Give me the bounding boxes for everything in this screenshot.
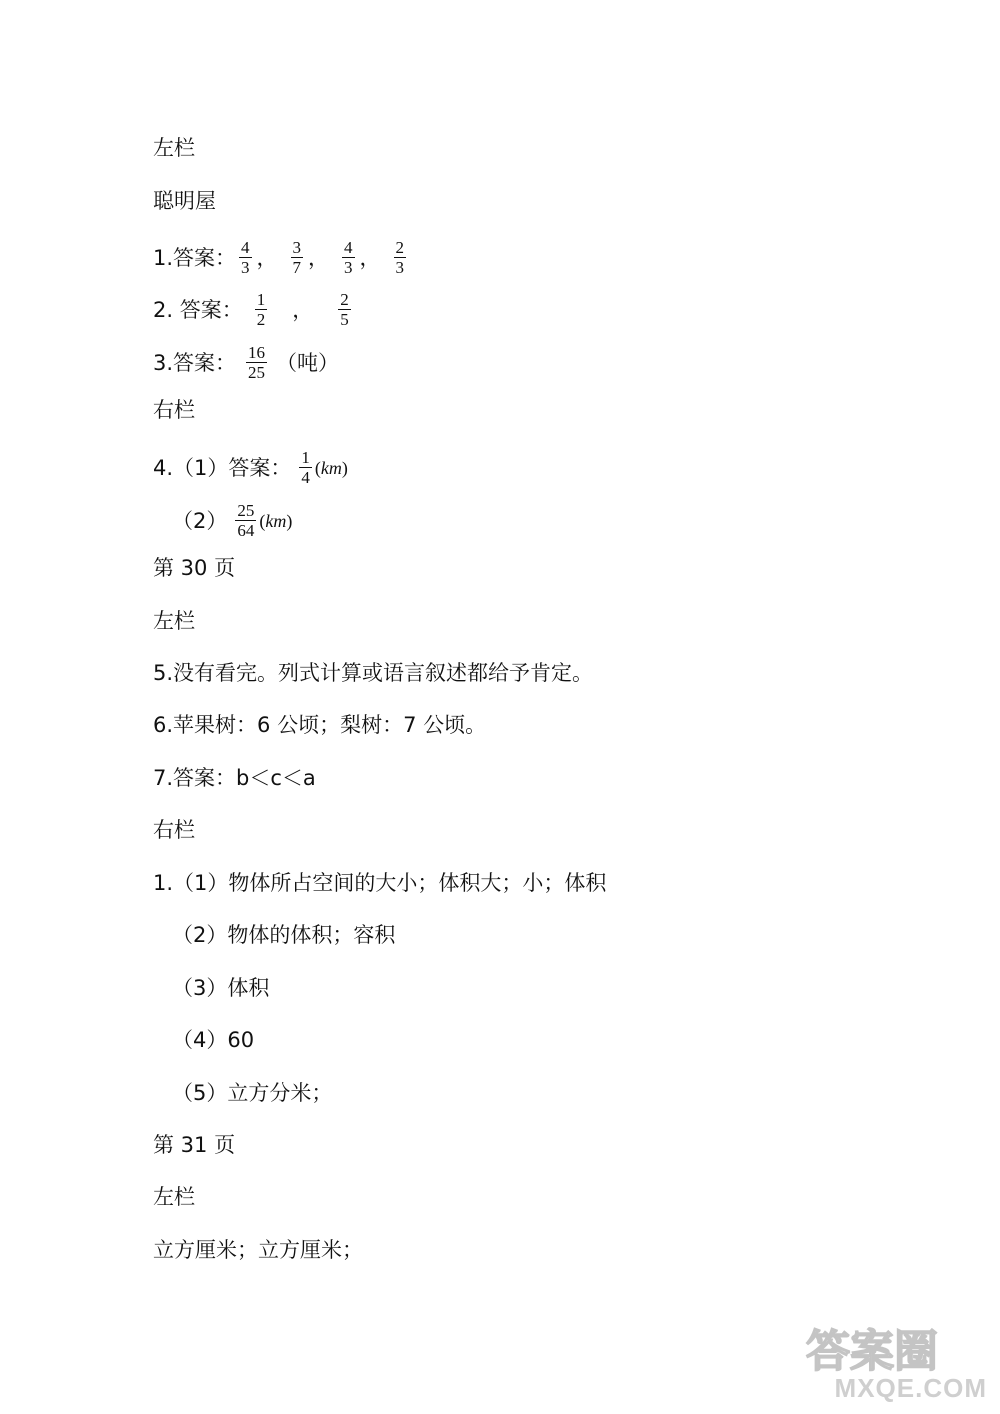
fraction: $\frac{4}{3}$: [344, 238, 353, 277]
fraction: $\frac{16}{25}$: [248, 343, 266, 382]
page-heading-31: 第 31 页: [153, 1133, 236, 1157]
answer-1-2: （2）物体的体积；容积: [172, 923, 396, 947]
answer-2: 2. 答案： $\frac{1}{2}$ ， $\frac{2}{5}$: [153, 290, 349, 329]
answer-5: 5.没有看完。列式计算或语言叙述都给予肯定。: [153, 661, 594, 685]
section-label-right: 右栏: [153, 818, 195, 842]
svg-text:答案圈: 答案圈: [806, 1326, 938, 1377]
fraction: $\frac{2}{5}$: [340, 290, 349, 329]
fraction: $\frac{1}{4}$: [301, 448, 310, 487]
watermark-logo: [800, 1318, 995, 1408]
section-label-right: 右栏: [153, 398, 195, 422]
answer-6: 6.苹果树：6 公顷；梨树：7 公顷。: [153, 713, 487, 737]
answer-page31-1: 立方厘米；立方厘米；: [153, 1238, 363, 1262]
answer-4-2: （2） $\frac{25}{64}$ (km): [172, 501, 293, 540]
section-label-left: 左栏: [153, 136, 195, 160]
fraction: $\frac{2}{3}$: [395, 238, 405, 277]
section-title: 聪明屋: [153, 189, 216, 213]
answer-1-5: （5）立方分米；: [172, 1081, 333, 1105]
answer-7: 7.答案：b＜c＜a: [153, 766, 316, 790]
fraction: $\frac{25}{64}$: [237, 501, 255, 540]
watermark-logo-icon: [800, 1318, 995, 1378]
answer-3: 3.答案： $\frac{16}{25}$ （吨）: [153, 343, 340, 382]
answer-1: 1.答案： $\frac{4}{3}$ ， $\frac{3}{7}$ ， $\frac{4}{3}$ ， $\frac{2}{3}$: [153, 238, 405, 277]
answer-1-1: 1.（1）物体所占空间的大小；体积大；小；体积: [153, 871, 607, 895]
answer-4-1: 4.（1）答案： $\frac{1}{4}$ (km): [153, 448, 348, 487]
page-heading-30: 第 30 页: [153, 556, 236, 580]
section-label-left: 左栏: [153, 1185, 195, 1209]
section-label-left: 左栏: [153, 609, 195, 633]
fraction: $\frac{4}{3}$: [241, 238, 250, 277]
answer-1-3: （3）体积: [172, 976, 270, 1000]
fraction: $\frac{3}{7}$: [292, 238, 302, 277]
fraction: $\frac{1}{2}$: [256, 290, 266, 329]
watermark-text: MXQE.COM: [834, 1373, 987, 1403]
answer-1-4: （4）60: [172, 1028, 255, 1052]
